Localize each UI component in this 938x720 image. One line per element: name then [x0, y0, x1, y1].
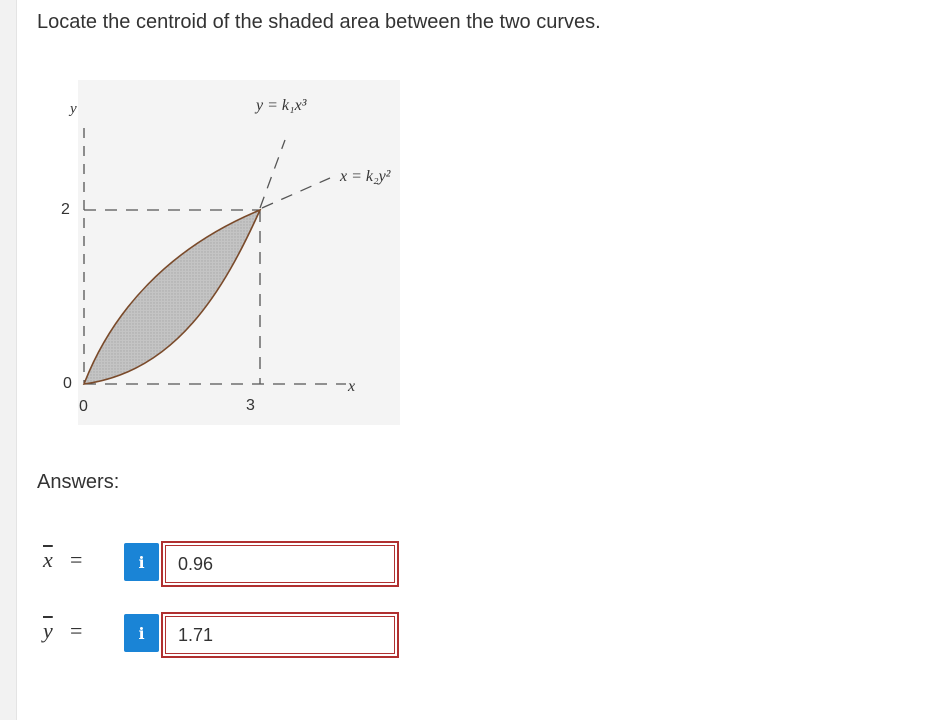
x-equals-sign: =: [70, 547, 83, 572]
info-icon[interactable]: i: [124, 614, 159, 652]
x-bar-symbol: $\overline{x}$: [43, 547, 53, 572]
x-answer-input[interactable]: [165, 545, 395, 583]
y-tick-0: 0: [63, 375, 72, 392]
centroid-figure: [48, 80, 400, 425]
answers-label: Answers:: [37, 471, 120, 493]
x-tick-3: 3: [246, 397, 255, 414]
curve1-label: y = k₁x³: [256, 97, 307, 114]
x-answer-field: [161, 541, 399, 587]
y-axis-label: y: [70, 101, 77, 117]
figure-svg: [48, 80, 400, 425]
curve2-label: x = k₂y²: [340, 168, 391, 185]
y-equals-sign: =: [70, 618, 83, 643]
x-axis-label: x: [348, 378, 356, 395]
answer-row-x: [0, 541, 420, 587]
y-answer-field: [161, 612, 399, 658]
x-tick-0: 0: [79, 398, 88, 415]
info-icon[interactable]: i: [124, 543, 159, 581]
answer-row-y: [0, 612, 420, 658]
question-text: Locate the centroid of the shaded area between the two curves.: [37, 11, 601, 33]
y-bar-symbol: $\overline{y}$: [43, 618, 53, 643]
y-tick-2: 2: [61, 201, 70, 218]
y-answer-input[interactable]: [165, 616, 395, 654]
